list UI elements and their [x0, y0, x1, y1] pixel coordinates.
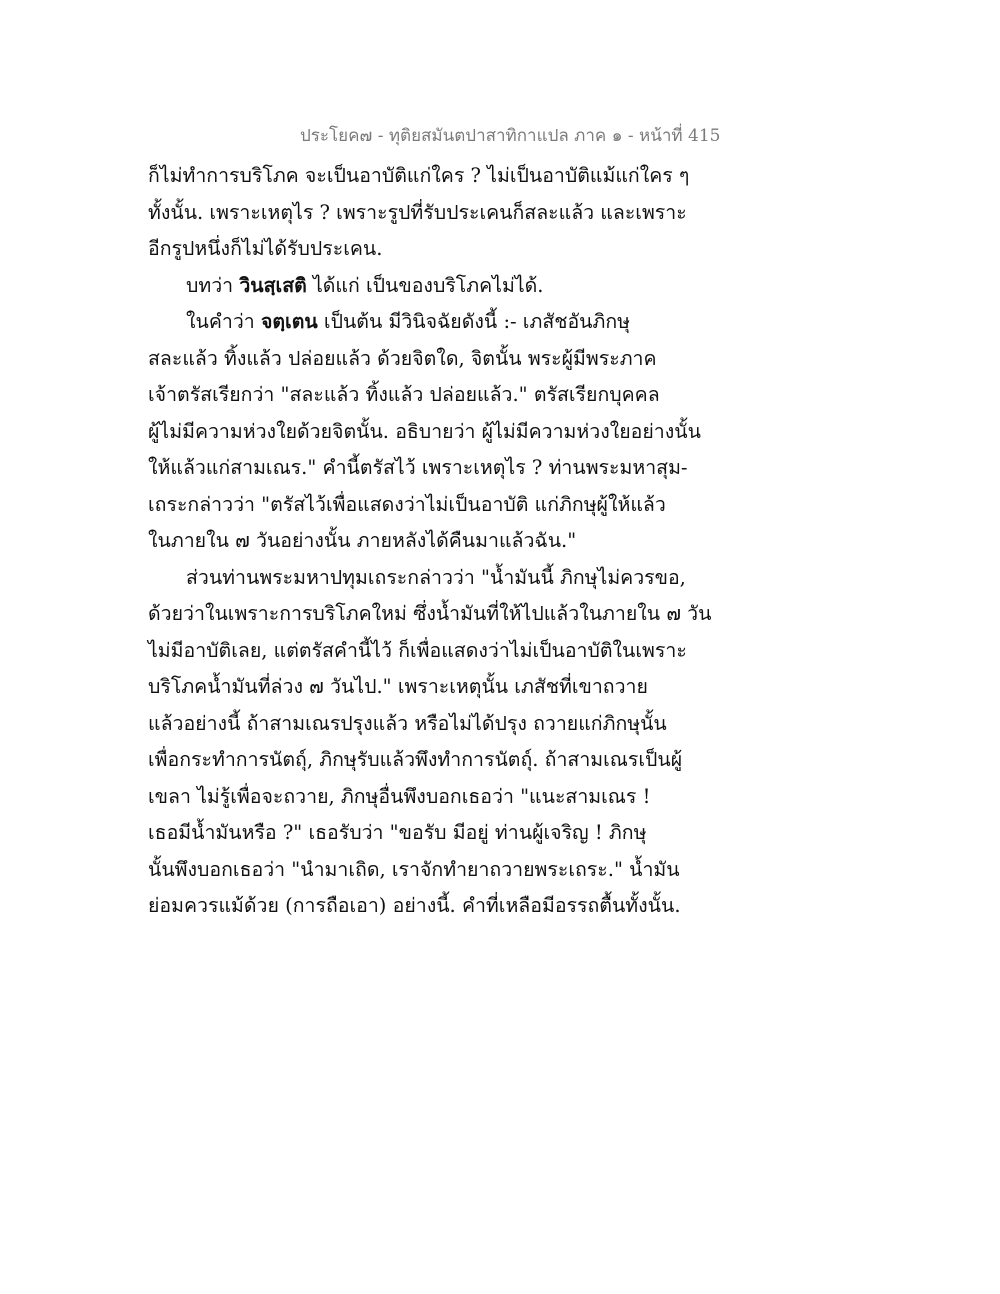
pali-term: วินสฺเสติ	[239, 273, 307, 297]
text-line: เพื่อกระทำการนัตถุ์, ภิกษุรับแล้วพึงทำการนัตถุ์. ถ้าสามเณรเป็นผู้	[148, 748, 683, 771]
running-header: ประโยค๗ - ทุติยสมันตปาสาทิกาแปล ภาค ๑ - หน้าที่ 415	[300, 126, 721, 146]
text-line: อีกรูปหนึ่งก็ไม่ได้รับประเคน.	[148, 237, 383, 260]
body-text	[148, 158, 728, 925]
text-line: ไม่มีอาบัติเลย, แต่ตรัสคำนี้ไว้ ก็เพื่อแสดงว่าไม่เป็นอาบัติในเพราะ	[148, 638, 687, 662]
text-line: เธอมีน้ำมันหรือ ?" เธอรับว่า "ขอรับ มีอยู่ ท่านผู้เจริญ ! ภิกษุ	[148, 821, 647, 844]
text-segment: ในคำว่า	[186, 310, 261, 333]
text-line: ให้แล้วแก่สามเณร." คำนี้ตรัสไว้ เพราะเหตุไร ? ท่านพระมหาสุม-	[148, 456, 688, 479]
text-line: เถระกล่าวว่า "ตรัสไว้เพื่อแสดงว่าไม่เป็นอาบัติ แก่ภิกษุผู้ให้แล้ว	[148, 492, 666, 516]
text-segment: บทว่า	[186, 273, 240, 297]
text-line: แล้วอย่างนี้ ถ้าสามเณรปรุงแล้ว หรือไม่ได้ปรุง ถวายแก่ภิกษุนั้น	[148, 711, 667, 735]
text-line: สละแล้ว ทิ้งแล้ว ปล่อยแล้ว ด้วยจิตใด, จิตนั้น พระผู้มีพระภาค	[148, 346, 657, 370]
text-line: ส่วนท่านพระมหาปทุมเถระกล่าวว่า "น้ำมันนี้ ภิกษุไม่ควรขอ,	[186, 565, 686, 589]
text-line: นั้นพึงบอกเธอว่า "นำมาเถิด, เราจักทำยาถวายพระเถระ." น้ำมัน	[148, 857, 680, 881]
text-segment: ได้แก่ เป็นของบริโภคไม่ได้.	[306, 273, 544, 297]
text-line: ย่อมควรแม้ด้วย (การถือเอา) อย่างนี้. คำที่เหลือมีอรรถตื้นทั้งนั้น.	[148, 894, 681, 917]
text-line	[148, 268, 728, 305]
text-line: ก็ไม่ทำการบริโภค จะเป็นอาบัติแก่ใคร ? ไม่เป็นอาบัติแม้แก่ใคร ๆ	[148, 164, 690, 187]
text-line: ด้วยว่าในเพราะการบริโภคใหม่ ซึ่งน้ำมันที่ให้ไปแล้วในภายใน ๗ วัน	[148, 602, 712, 625]
text-line: ผู้ไม่มีความห่วงใยด้วยจิตนั้น. อธิบายว่า ผู้ไม่มีความห่วงใยอย่างนั้น	[148, 419, 701, 443]
text-line	[148, 304, 728, 341]
text-segment: เป็นต้น มีวินิจฉัยดังนี้ :- เภสัชอันภิกษุ	[317, 310, 631, 333]
pali-term: จตฺเตน	[260, 310, 318, 333]
text-line: ทั้งนั้น. เพราะเหตุไร ? เพราะรูปที่รับประเคนก็สละแล้ว และเพราะ	[148, 200, 687, 224]
text-line: บริโภคน้ำมันที่ล่วง ๗ วันไป." เพราะเหตุนั้น เภสัชที่เขาถวาย	[148, 675, 648, 698]
text-line: เจ้าตรัสเรียกว่า "สละแล้ว ทิ้งแล้ว ปล่อยแล้ว." ตรัสเรียกบุคคล	[148, 383, 660, 406]
text-line: ในภายใน ๗ วันอย่างนั้น ภายหลังได้คืนมาแล้วฉัน."	[148, 529, 577, 552]
text-line: เขลา ไม่รู้เพื่อจะถวาย, ภิกษุอื่นพึงบอกเธอว่า "แนะสามเณร !	[148, 784, 651, 808]
